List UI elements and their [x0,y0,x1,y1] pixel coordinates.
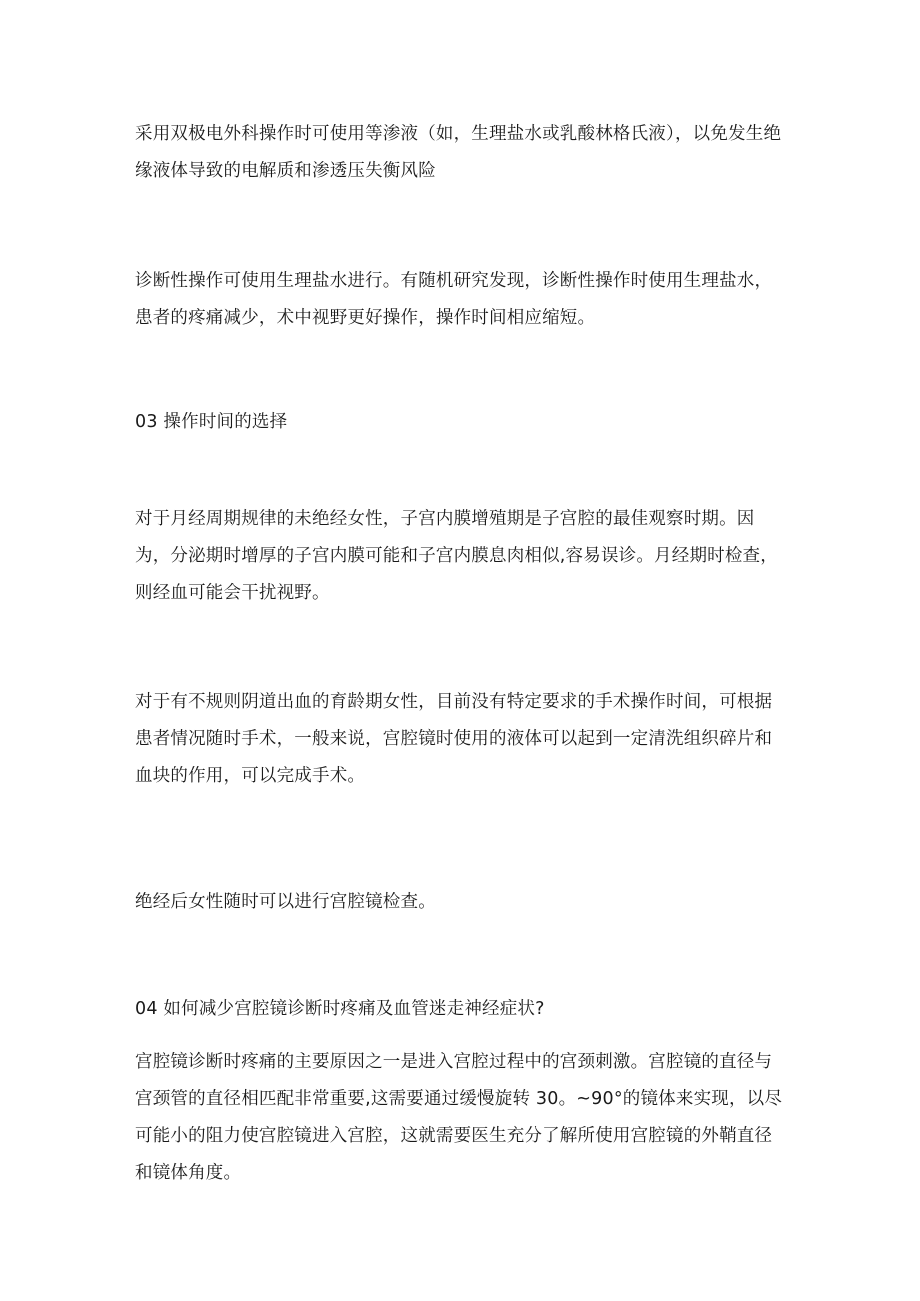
paragraph-pain-reduction: 宫腔镜诊断时疼痛的主要原因之一是进入宫腔过程中的宫颈刺激。宫腔镜的直径与宫颈管的直径相匹配非常重要,这需要通过缓慢旋转 30。~90°的镜体来实现，以尽可能小的阻力使宫腔镜进入宫腔，这就需要医生充分了解所使用宫腔镜的外鞘直径和镜体角度。 [135,1052,783,1183]
paragraph-irregular-bleeding: 对于有不规则阴道出血的育龄期女性，目前没有特定要求的手术操作时间，可根据患者情况随时手术，一般来说，宫腔镜时使用的液体可以起到一定清洗组织碎片和血块的作用，可以完成手术。 [135,692,773,786]
paragraph-menstrual-timing: 对于月经周期规律的未绝经女性，子宫内膜增殖期是子宫腔的最佳观察时期。因为，分泌期时增厚的子宫内膜可能和子宫内膜息肉相似,容易误诊。月经期时检查，则经血可能会干扰视野。 [135,509,778,603]
paragraph-diagnostic-saline: 诊断性操作可使用生理盐水进行。有随机研究发现，诊断性操作时使用生理盐水，患者的疼痛减少，术中视野更好操作，操作时间相应缩短。 [135,271,773,328]
paragraph-postmenopausal: 绝经后女性随时可以进行宫腔镜检查。 [135,892,436,912]
section-heading-04: 04 如何减少宫腔镜诊断时疼痛及血管迷走神经症状? [135,999,545,1019]
paragraph-bipolar-fluid: 采用双极电外科操作时可使用等渗液（如，生理盐水或乳酸林格氏液），以免发生绝缘液体导致的电解质和渗透压失衡风险 [135,124,782,181]
section-heading-03: 03 操作时间的选择 [135,412,288,432]
